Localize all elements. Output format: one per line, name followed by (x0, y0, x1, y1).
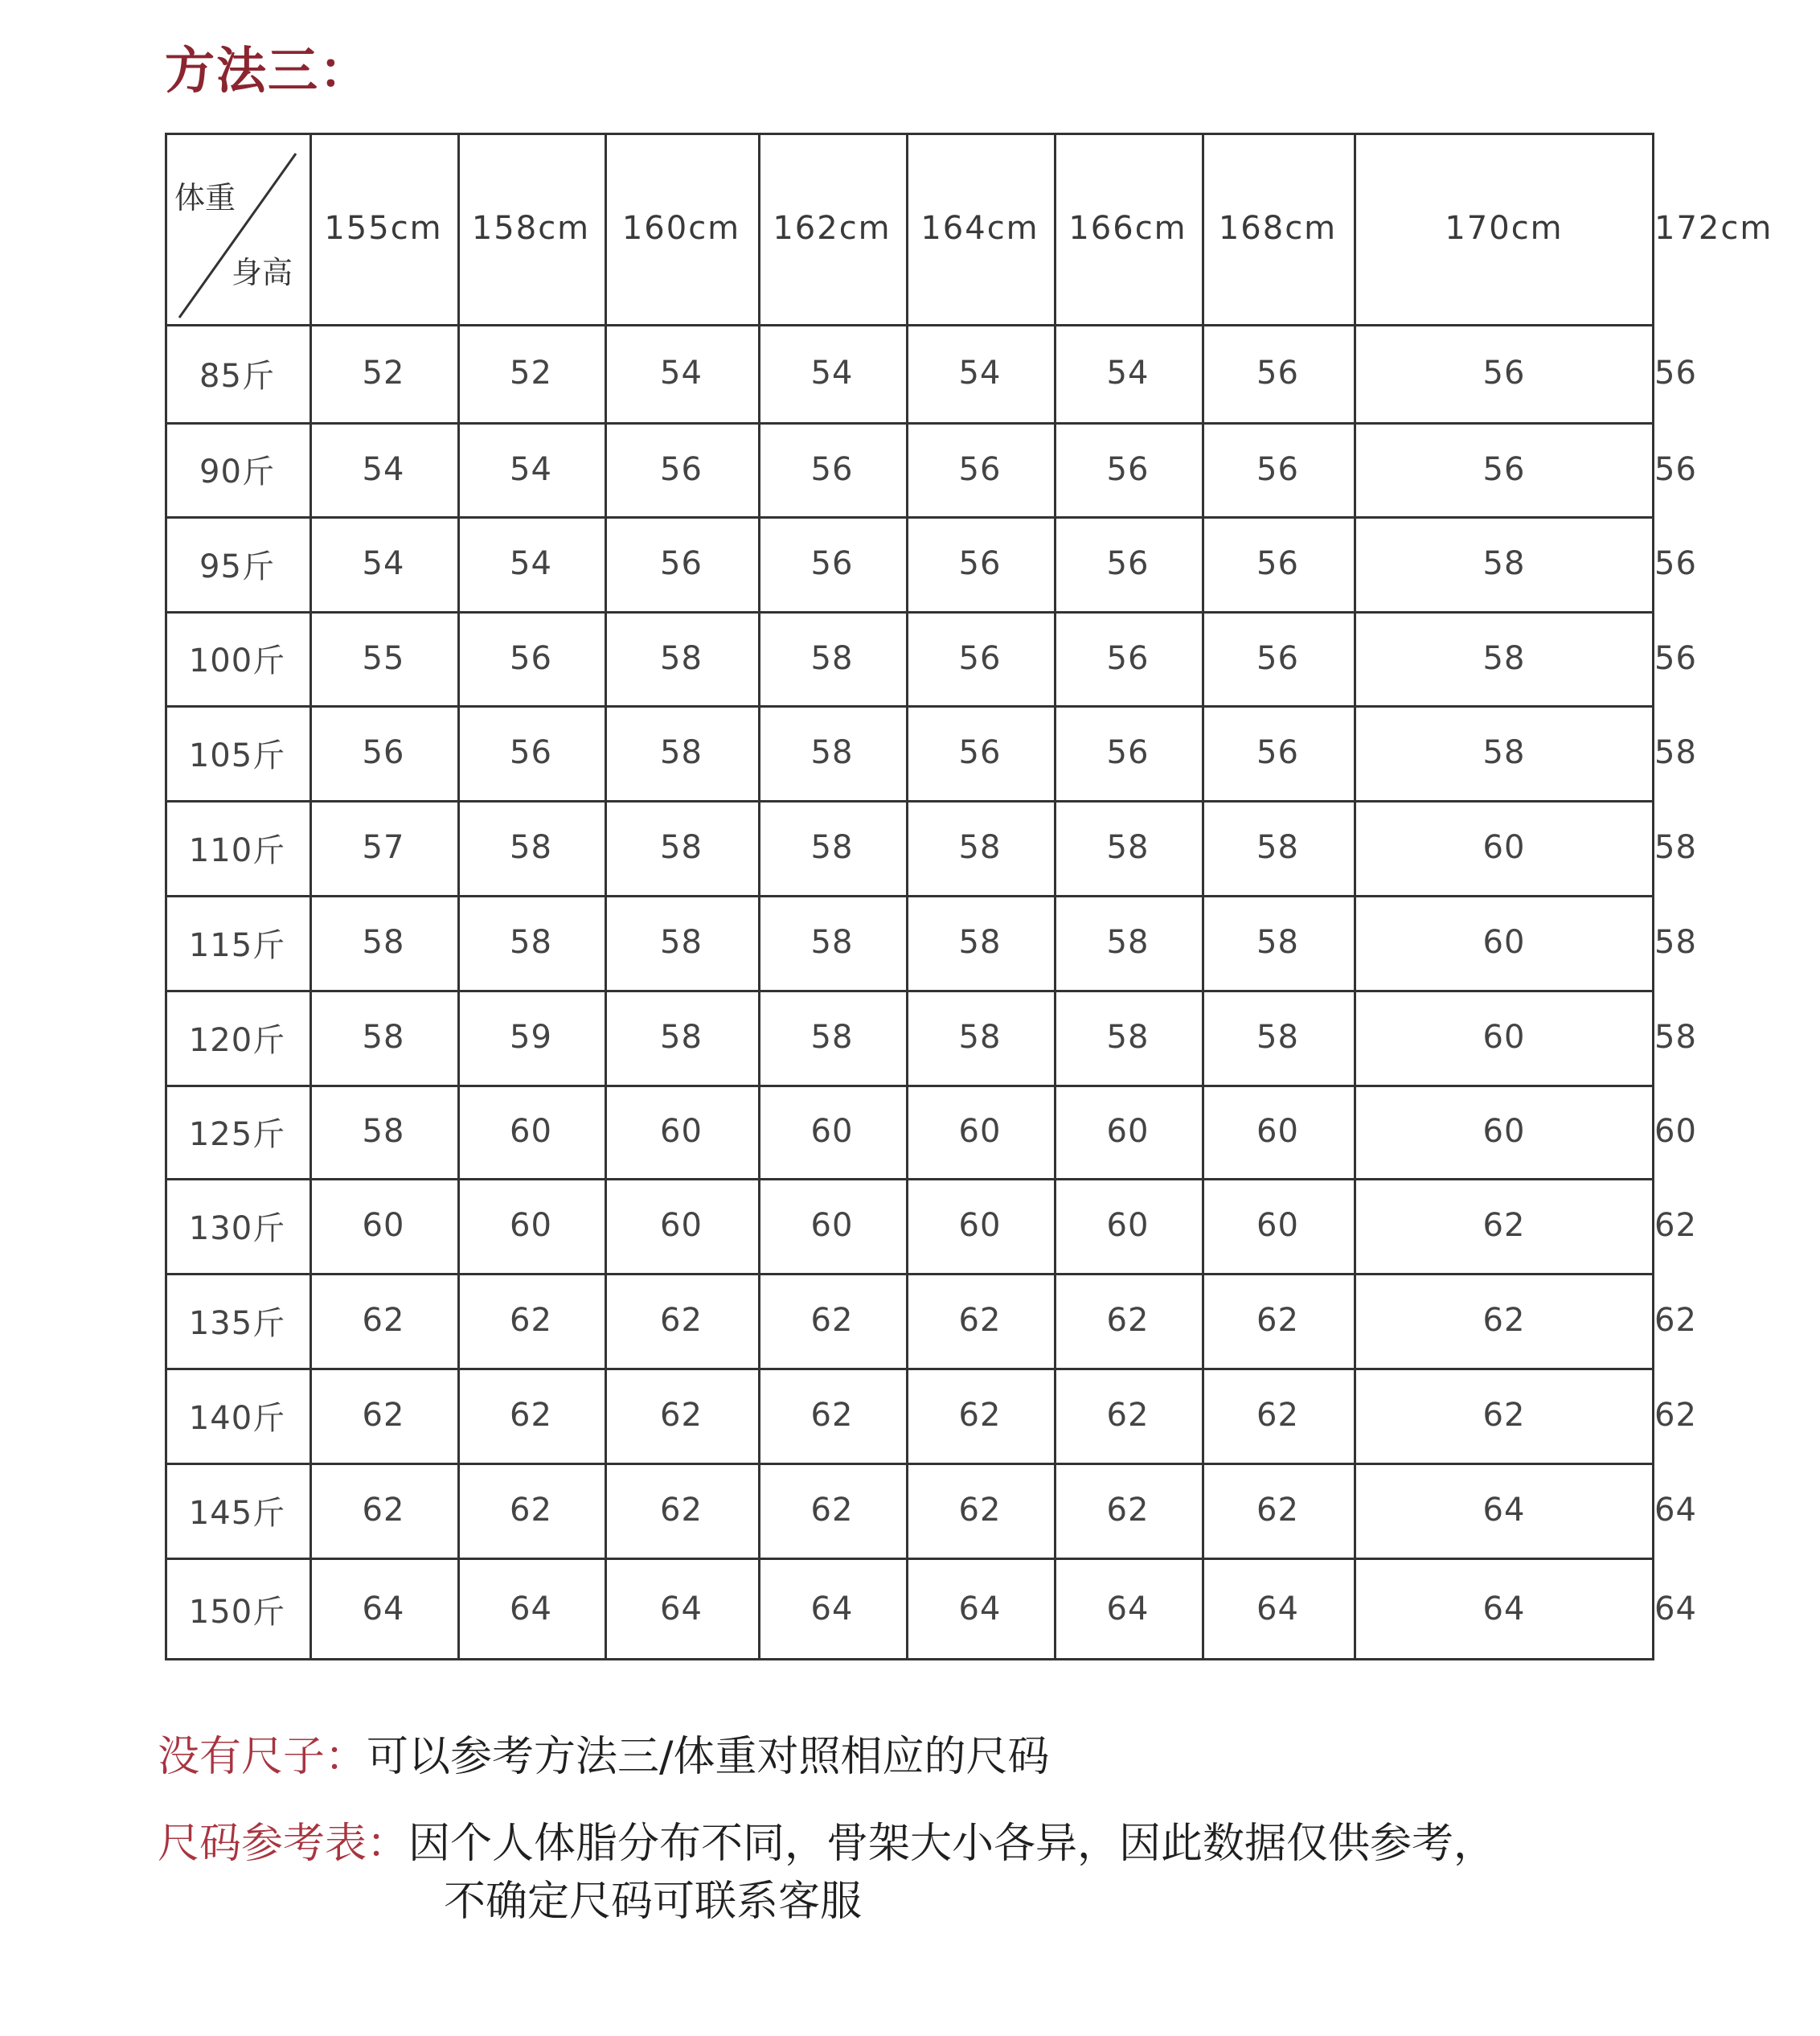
size-cell: 64 (1654, 1591, 1697, 1628)
size-cell: 62 (810, 1397, 854, 1434)
size-cell: 60 (958, 1113, 1002, 1150)
size-cell: 58 (660, 639, 703, 677)
size-cell: 56 (1654, 545, 1697, 582)
size-cell: 60 (1654, 1113, 1697, 1150)
weight-row-label: 100斤 (188, 642, 286, 679)
size-cell: 64 (810, 1591, 854, 1628)
size-cell: 56 (1106, 450, 1150, 488)
no-ruler-text: 可以参考方法三/体重对照相应的尺码 (367, 1733, 1050, 1781)
weight-row-label: 120斤 (188, 1021, 286, 1059)
size-cell: 56 (362, 734, 405, 771)
size-cell: 52 (510, 355, 552, 392)
size-cell: 56 (1654, 355, 1697, 392)
size-cell: 60 (810, 1207, 854, 1244)
size-cell: 60 (1482, 829, 1526, 866)
size-cell: 58 (1482, 545, 1526, 582)
size-cell: 56 (1654, 639, 1697, 677)
size-cell: 62 (958, 1492, 1002, 1529)
height-header-cell: 172cm (1654, 210, 1773, 247)
size-cell: 58 (1256, 924, 1299, 961)
weight-row-label: 135斤 (188, 1304, 286, 1342)
size-cell: 58 (362, 1113, 405, 1150)
size-cell: 52 (362, 355, 405, 392)
size-cell: 56 (1106, 639, 1150, 677)
height-axis-label: 身高 (232, 255, 293, 290)
weight-row-label: 105斤 (188, 737, 286, 774)
size-cell: 54 (510, 545, 552, 582)
size-cell: 62 (1654, 1207, 1697, 1244)
size-cell: 60 (1482, 1113, 1526, 1150)
size-cell: 58 (510, 924, 552, 961)
size-cell: 64 (1106, 1591, 1150, 1628)
weight-row-label: 130斤 (188, 1209, 286, 1247)
height-header-cell: 164cm (920, 210, 1039, 247)
size-cell: 58 (1482, 734, 1526, 771)
size-chart-table (165, 133, 1773, 1660)
size-cell: 62 (1256, 1397, 1299, 1434)
size-chart-note (158, 1816, 1495, 1872)
size-cell: 55 (362, 639, 405, 677)
no-ruler-note (158, 1729, 1050, 1785)
size-cell: 64 (958, 1591, 1002, 1628)
size-cell: 64 (510, 1591, 552, 1628)
size-cell: 60 (958, 1207, 1002, 1244)
size-cell: 62 (958, 1397, 1002, 1434)
size-cell: 54 (1106, 355, 1150, 392)
size-cell: 56 (1106, 734, 1150, 771)
size-cell: 56 (1256, 355, 1299, 392)
size-cell: 56 (660, 545, 703, 582)
size-cell: 62 (1106, 1302, 1150, 1339)
size-cell: 58 (958, 924, 1002, 961)
size-cell: 58 (810, 639, 854, 677)
size-cell: 64 (362, 1591, 405, 1628)
size-cell: 58 (660, 1019, 703, 1056)
size-cell: 56 (1482, 450, 1526, 488)
size-cell: 62 (1654, 1397, 1697, 1434)
size-cell: 58 (958, 1019, 1002, 1056)
size-cell: 62 (660, 1492, 703, 1529)
size-cell: 62 (660, 1397, 703, 1434)
size-cell: 56 (810, 450, 854, 488)
height-header-cell: 155cm (324, 210, 443, 247)
size-cell: 60 (1256, 1113, 1299, 1150)
size-cell: 64 (660, 1591, 703, 1628)
size-cell: 56 (1256, 450, 1299, 488)
size-cell: 58 (1106, 924, 1150, 961)
size-cell: 62 (510, 1492, 552, 1529)
weight-row-label: 85斤 (199, 357, 275, 395)
size-cell: 58 (1256, 1019, 1299, 1056)
size-cell: 56 (958, 734, 1002, 771)
size-cell: 54 (810, 355, 854, 392)
size-cell: 64 (1482, 1492, 1526, 1529)
height-header-cell: 166cm (1068, 210, 1187, 247)
height-header-cell: 168cm (1218, 210, 1338, 247)
size-cell: 54 (362, 545, 405, 582)
size-cell: 60 (1256, 1207, 1299, 1244)
height-header-cell: 170cm (1445, 210, 1564, 247)
size-cell: 64 (1482, 1591, 1526, 1628)
size-cell: 58 (1654, 924, 1697, 961)
size-cell: 58 (510, 829, 552, 866)
size-cell: 56 (1654, 450, 1697, 488)
size-cell: 64 (1256, 1591, 1299, 1628)
height-header-cell: 160cm (621, 210, 741, 247)
size-cell: 58 (810, 734, 854, 771)
size-cell: 62 (958, 1302, 1002, 1339)
page-title: 方法三： (165, 41, 371, 100)
weight-axis-label: 体重 (174, 180, 236, 216)
size-cell: 64 (1654, 1492, 1697, 1529)
size-cell: 58 (1256, 829, 1299, 866)
size-cell: 58 (1654, 829, 1697, 866)
size-cell: 56 (1106, 545, 1150, 582)
size-cell: 62 (1482, 1207, 1526, 1244)
size-cell: 56 (1256, 639, 1299, 677)
size-cell: 56 (1256, 545, 1299, 582)
size-cell: 54 (510, 450, 552, 488)
size-cell: 60 (510, 1207, 552, 1244)
size-cell: 62 (1654, 1302, 1697, 1339)
size-cell: 60 (362, 1207, 405, 1244)
size-cell: 58 (660, 829, 703, 866)
size-cell: 62 (510, 1397, 552, 1434)
size-cell: 58 (660, 924, 703, 961)
size-cell: 58 (362, 1019, 405, 1056)
size-cell: 60 (1106, 1207, 1150, 1244)
size-cell: 58 (1106, 829, 1150, 866)
size-cell: 56 (660, 450, 703, 488)
size-cell: 58 (362, 924, 405, 961)
size-cell: 60 (810, 1113, 854, 1150)
size-cell: 62 (1256, 1492, 1299, 1529)
size-cell: 58 (660, 734, 703, 771)
size-cell: 62 (362, 1302, 405, 1339)
size-cell: 62 (1106, 1492, 1150, 1529)
size-cell: 58 (1106, 1019, 1150, 1056)
size-cell: 62 (510, 1302, 552, 1339)
size-cell: 57 (362, 829, 405, 866)
size-chart-text-line2: 不确定尺码可联系客服 (444, 1878, 863, 1926)
size-cell: 60 (1106, 1113, 1150, 1150)
size-cell: 62 (362, 1397, 405, 1434)
size-cell: 62 (1106, 1397, 1150, 1434)
size-cell: 58 (1654, 1019, 1697, 1056)
size-cell: 56 (958, 545, 1002, 582)
size-cell: 56 (1256, 734, 1299, 771)
weight-row-label: 145斤 (188, 1494, 286, 1532)
weight-row-label: 110斤 (188, 831, 286, 869)
weight-row-label: 115斤 (188, 926, 286, 964)
corner-diagonal (165, 133, 309, 324)
size-cell: 60 (1482, 924, 1526, 961)
size-cell: 60 (1482, 1019, 1526, 1056)
size-cell: 56 (958, 639, 1002, 677)
size-cell: 62 (1482, 1302, 1526, 1339)
height-header-cell: 158cm (471, 210, 591, 247)
weight-row-label: 125斤 (188, 1115, 286, 1153)
height-header-cell: 162cm (773, 210, 892, 247)
weight-row-label: 150斤 (188, 1593, 286, 1631)
size-cell: 62 (362, 1492, 405, 1529)
size-cell: 60 (660, 1113, 703, 1150)
size-cell: 54 (958, 355, 1002, 392)
size-cell: 62 (1256, 1302, 1299, 1339)
size-chart-text-line1: 因个人体脂分布不同，骨架大小各异，因此数据仅供参考， (408, 1820, 1496, 1868)
size-cell: 62 (810, 1492, 854, 1529)
size-cell: 62 (1482, 1397, 1526, 1434)
size-cell: 56 (958, 450, 1002, 488)
size-cell: 54 (660, 355, 703, 392)
size-cell: 62 (810, 1302, 854, 1339)
size-cell: 56 (510, 734, 552, 771)
weight-row-label: 140斤 (188, 1399, 286, 1437)
weight-row-label: 95斤 (199, 548, 275, 585)
size-cell: 59 (510, 1019, 552, 1056)
size-cell: 58 (810, 1019, 854, 1056)
size-cell: 56 (510, 639, 552, 677)
size-cell: 62 (660, 1302, 703, 1339)
size-chart-label: 尺码参考表： (158, 1820, 409, 1868)
size-cell: 58 (1654, 734, 1697, 771)
size-cell: 58 (958, 829, 1002, 866)
no-ruler-label: 没有尺子： (158, 1733, 367, 1781)
size-cell: 56 (810, 545, 854, 582)
size-cell: 58 (1482, 639, 1526, 677)
size-cell: 56 (1482, 355, 1526, 392)
size-cell: 60 (660, 1207, 703, 1244)
size-cell: 54 (362, 450, 405, 488)
weight-row-label: 90斤 (199, 454, 275, 491)
size-cell: 58 (810, 924, 854, 961)
size-cell: 58 (810, 829, 854, 866)
size-cell: 60 (510, 1113, 552, 1150)
